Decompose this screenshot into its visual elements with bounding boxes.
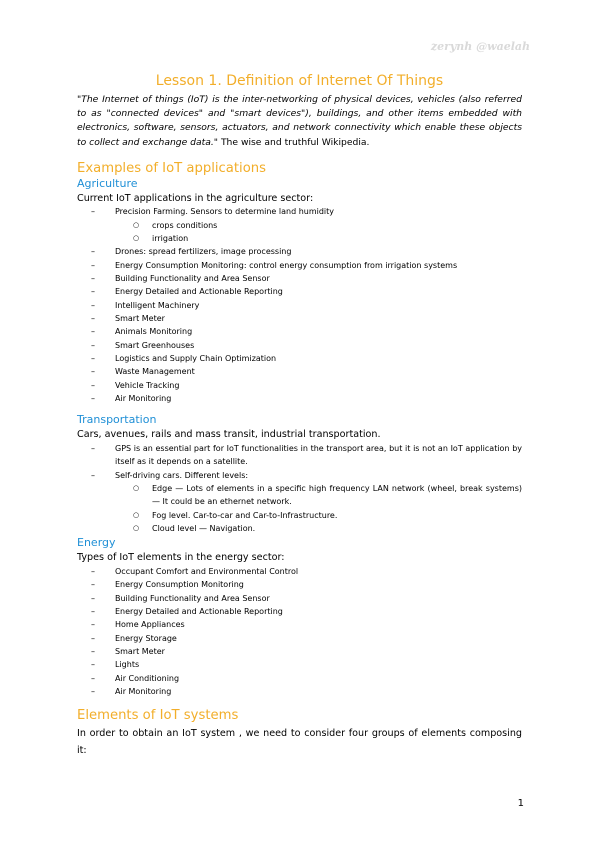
watermark: zerynh @waelah xyxy=(430,40,530,53)
energy-heading: Energy xyxy=(77,536,116,550)
precision-sublist xyxy=(77,219,522,246)
list-item: – Drones: spread fertilizers, image processing xyxy=(77,245,522,258)
agriculture-heading: Agriculture xyxy=(77,176,138,190)
quote-suffix: " The wise and truthful Wikipedia. xyxy=(213,136,370,148)
page-title: Lesson 1. Definition of Internet Of Things xyxy=(155,73,444,89)
transportation-heading: Transportation xyxy=(77,413,157,427)
agriculture-list xyxy=(77,205,522,405)
agriculture-intro: Current IoT applications in the agriculture sector: xyxy=(77,192,314,204)
list-item: ○ Edge — Lots of elements in a specific high frequency LAN network (wheel, break systems) — It could be an ethernet network. xyxy=(77,482,522,509)
page-number: 1 xyxy=(517,798,524,809)
driving-levels-list xyxy=(77,482,522,535)
list-item: – Intelligent Machinery xyxy=(77,299,522,312)
list-item: – Air Monitoring xyxy=(77,685,522,698)
list-item: ○ crops conditions xyxy=(77,219,522,232)
list-item: – Smart Meter xyxy=(77,312,522,325)
list-item: – Energy Consumption Monitoring: control energy consumption from irrigation systems xyxy=(77,259,522,272)
list-item-text: Precision Farming. Sensors to determine land humidity xyxy=(115,207,335,217)
document-body xyxy=(77,72,522,759)
list-item: – GPS is an essential part for IoT functionalities in the transport area, but it is not an IoT application by itself as it depends on a satellite. xyxy=(77,442,522,469)
list-item: – Energy Storage xyxy=(77,632,522,645)
list-item: – Smart Greenhouses xyxy=(77,339,522,352)
list-item: – Waste Management xyxy=(77,365,522,378)
list-item: – Home Appliances xyxy=(77,618,522,631)
list-item: – Building Functionality and Area Sensor xyxy=(77,592,522,605)
list-item: – Occupant Comfort and Environmental Control xyxy=(77,565,522,578)
quote-text: "The Internet of things (IoT) is the inter-networking of physical devices, vehicles (also referred to as "connected devices" and "smart devices"), buildings, and other items embedded with electronics, software, sensors, actuators, and network connectivity which enable these objects to collect and exchange data. xyxy=(77,94,522,148)
transportation-intro: Cars, avenues, rails and mass transit, industrial transportation. xyxy=(77,429,381,441)
list-item xyxy=(77,469,522,536)
elements-body: In order to obtain an IoT system , we need to consider four groups of elements composing it: xyxy=(77,728,522,757)
energy-intro: Types of IoT elements in the energy sector: xyxy=(77,552,285,564)
list-item: ○ Fog level. Car-to-car and Car-to-Infrastructure. xyxy=(77,509,522,522)
list-item: ○ Cloud level — Navigation. xyxy=(77,522,522,535)
list-item: – Smart Meter xyxy=(77,645,522,658)
list-item xyxy=(77,205,522,245)
list-item: – Lights xyxy=(77,658,522,671)
list-item: – Logistics and Supply Chain Optimization xyxy=(77,352,522,365)
energy-list xyxy=(77,565,522,698)
list-item: – Vehicle Tracking xyxy=(77,379,522,392)
transportation-list xyxy=(77,442,522,535)
list-item: – Air Monitoring xyxy=(77,392,522,405)
list-item: ○ irrigation xyxy=(77,232,522,245)
elements-heading: Elements of IoT systems xyxy=(77,708,239,724)
examples-heading: Examples of IoT applications xyxy=(77,160,266,176)
list-item: – Energy Detailed and Actionable Reporting xyxy=(77,285,522,298)
list-item: – Energy Detailed and Actionable Reporting xyxy=(77,605,522,618)
list-item: – Energy Consumption Monitoring xyxy=(77,578,522,591)
list-item: – Animals Monitoring xyxy=(77,325,522,338)
wikipedia-quote xyxy=(77,93,522,150)
list-item: – Air Conditioning xyxy=(77,672,522,685)
list-item: – Building Functionality and Area Sensor xyxy=(77,272,522,285)
list-item-text: Self-driving cars. Different levels: xyxy=(115,470,249,480)
